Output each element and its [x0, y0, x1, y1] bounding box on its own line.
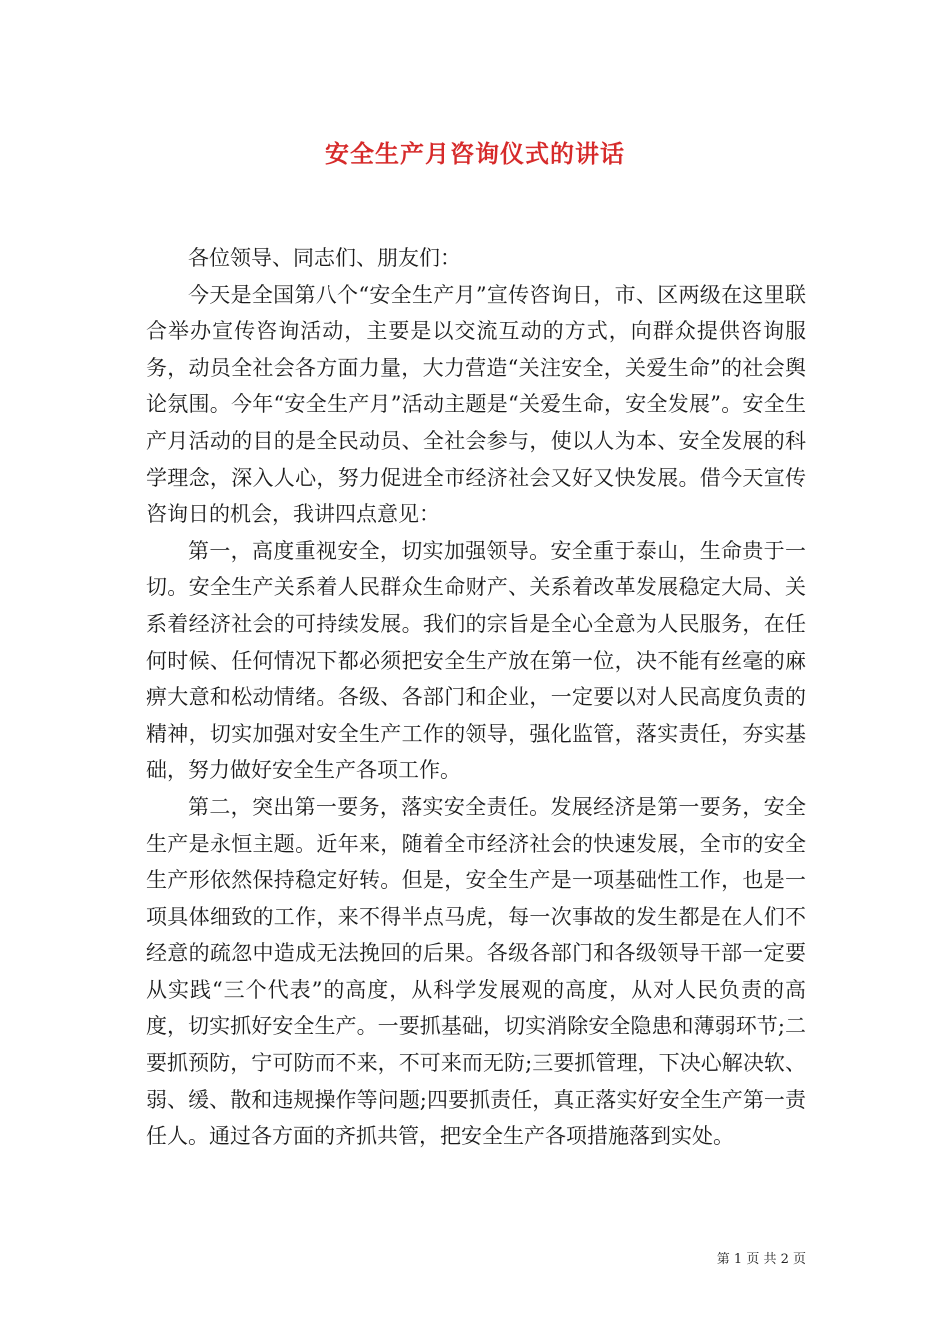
paragraph-first-point: 第一，高度重视安全，切实加强领导。安全重于泰山，生命贵于一切。安全生产关系着人民群众生命财产、关系着改革发展稳定大局、关系着经济社会的可持续发展。我们的宗旨是全心全意为人民服务，在任何时候、任何情况下都必须把安全生产放在第一位，决不能有丝毫的麻痹大意和松动情绪。各级、各部门和企业，一定要以对人民高度负责的精神，切实加强对安全生产工作的领导，强化监管，落实责任，夯实基础，努力做好安全生产各项工作。 [146, 538, 806, 783]
document-title: 安全生产月咨询仪式的讲话 [325, 139, 625, 168]
paragraph-intro: 今天是全国第八个“安全生产月”宣传咨询日，市、区两级在这里联合举办宣传咨询活动，主要是以交流互动的方式，向群众提供咨询服务，动员全社会各方面力量，大力营造“关注安全，关爱生命”的社会舆论氛围。今年“安全生产月”活动主题是“关爱生命，安全发展”。安全生产月活动的目的是全民动员、全社会参与，使以人为本、安全发展的科学理念，深入人心，努力促进全市经济社会又好又快发展。借今天宣传咨询日的机会，我讲四点意见： [146, 282, 806, 527]
page-number-footer: 第 1 页 共 2 页 [716, 1252, 806, 1267]
greeting-line: 各位领导、同志们、朋友们： [188, 246, 461, 270]
paragraph-second-point: 第二，突出第一要务，落实安全责任。发展经济是第一要务，安全生产是永恒主题。近年来，随着全市经济社会的快速发展，全市的安全生产形依然保持稳定好转。但是，安全生产是一项基础性工作，也是一项具体细致的工作，来不得半点马虎，每一次事故的发生都是在人们不经意的疏忽中造成无法挽回的后果。各级各部门和各级领导干部一定要从实践“三个代表”的高度，从科学发展观的高度，从对人民负责的高度，切实抓好安全生产。一要抓基础，切实消除安全隐患和薄弱环节;二要抓预防，宁可防而不来，不可来而无防;三要抓管理，下决心解决软、弱、缓、散和违规操作等问题;四要抓责任，真正落实好安全生产第一责任人。通过各方面的齐抓共管，把安全生产各项措施落到实处。 [146, 794, 806, 1149]
document-body [146, 240, 806, 1155]
